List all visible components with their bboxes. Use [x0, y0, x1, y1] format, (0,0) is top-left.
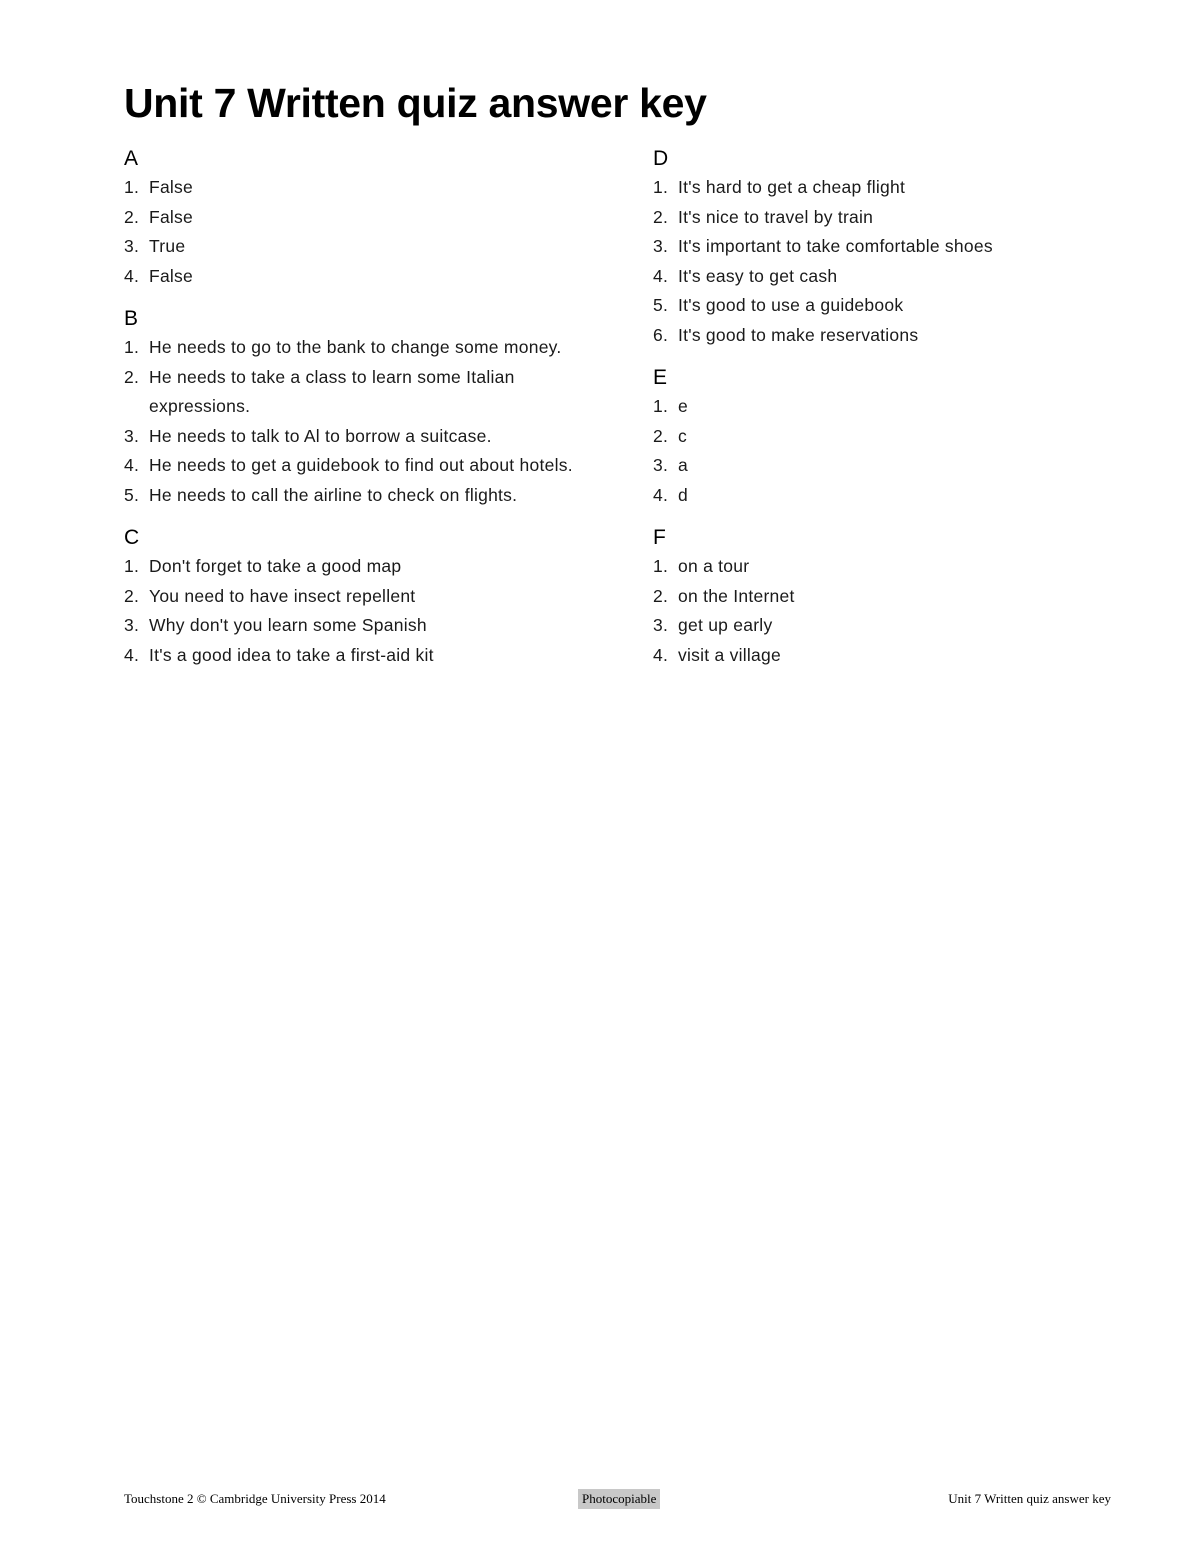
answer-text: He needs to go to the bank to change some money. — [149, 337, 562, 357]
answer-number: 2. — [653, 585, 669, 606]
answer-text: False — [149, 177, 194, 197]
answer-number: 4. — [124, 455, 140, 475]
answer-list — [653, 173, 1123, 350]
section-heading: F — [653, 526, 666, 549]
answer-list — [124, 552, 594, 670]
answer-item — [124, 481, 594, 511]
answer-number: 3. — [653, 236, 669, 256]
answer-item — [124, 203, 594, 233]
answer-item — [124, 333, 594, 363]
footer-photocopiable-label: Photocopiable — [578, 1489, 660, 1509]
section-heading: A — [124, 147, 139, 170]
answer-text: on a tour — [678, 556, 750, 576]
answer-text: It's good to use a guidebook — [678, 295, 904, 315]
answer-text: False — [149, 206, 194, 227]
answer-item — [653, 321, 1123, 351]
answer-number: 5. — [124, 484, 140, 505]
answer-item — [653, 451, 1123, 481]
answer-text: He needs to call the airline to check on flights. — [149, 484, 518, 505]
answer-number: 3. — [124, 615, 140, 635]
answer-number: 6. — [653, 324, 669, 345]
answer-item — [653, 232, 1123, 262]
answer-number: 1. — [124, 337, 140, 357]
answer-list — [124, 173, 594, 291]
answer-number: 4. — [124, 265, 140, 286]
answer-text: get up early — [678, 615, 773, 635]
answer-list — [653, 552, 1123, 670]
section-c — [124, 524, 594, 670]
footer-copyright: Touchstone 2 © Cambridge University Press 2014 — [124, 1491, 386, 1506]
answer-item — [124, 422, 594, 452]
answer-item — [653, 582, 1123, 612]
answer-item — [124, 641, 594, 671]
answer-text: c — [678, 425, 687, 446]
section-e — [653, 364, 1123, 510]
answer-list — [124, 333, 594, 510]
answer-number: 1. — [653, 396, 669, 416]
answer-item — [653, 392, 1123, 422]
answer-number: 4. — [124, 644, 140, 665]
right-column — [653, 145, 1123, 684]
answer-number: 1. — [653, 177, 669, 197]
footer-page-label: Unit 7 Written quiz answer key — [948, 1491, 1111, 1506]
answer-list — [653, 392, 1123, 510]
answer-text: You need to have insect repellent — [149, 585, 416, 606]
answer-text: on the Internet — [678, 585, 795, 606]
answer-text: It's nice to travel by train — [678, 206, 874, 227]
section-a — [124, 145, 594, 291]
answer-text: It's important to take comfortable shoes — [678, 236, 993, 256]
answer-number: 2. — [124, 366, 140, 387]
left-column — [124, 145, 594, 684]
answer-number: 1. — [124, 177, 140, 197]
answer-text: He needs to talk to Al to borrow a suitcase. — [149, 425, 492, 446]
answer-text: It's easy to get cash — [678, 265, 838, 286]
page-footer — [124, 1489, 1111, 1509]
answer-item — [653, 262, 1123, 292]
answer-text: visit a village — [678, 644, 781, 665]
answer-item — [653, 552, 1123, 582]
answer-number: 5. — [653, 295, 669, 315]
answer-item — [653, 173, 1123, 203]
answer-item — [124, 232, 594, 262]
answer-item — [653, 481, 1123, 511]
answer-number: 2. — [124, 206, 140, 227]
section-heading: E — [653, 366, 668, 389]
answer-text: It's hard to get a cheap flight — [678, 177, 906, 197]
answer-item — [124, 611, 594, 641]
answer-number: 3. — [653, 615, 669, 635]
answer-number: 2. — [653, 206, 669, 227]
answer-text: e — [678, 396, 688, 416]
answer-text: d — [678, 484, 688, 505]
answer-text: Why don't you learn some Spanish — [149, 615, 427, 635]
answer-number: 2. — [653, 425, 669, 446]
answer-text: He needs to take a class to learn some Italian expressions. — [149, 366, 515, 416]
answer-number: 3. — [653, 455, 669, 475]
section-heading: D — [653, 147, 669, 170]
answer-item — [124, 173, 594, 203]
answer-item — [653, 291, 1123, 321]
section-b — [124, 305, 594, 510]
answer-item — [653, 203, 1123, 233]
answer-number: 2. — [124, 585, 140, 606]
answer-number: 3. — [124, 425, 140, 446]
section-f — [653, 524, 1123, 670]
section-d — [653, 145, 1123, 350]
answer-text: True — [149, 236, 186, 256]
answer-number: 1. — [124, 556, 140, 576]
answer-text: a — [678, 455, 688, 475]
answer-item — [124, 451, 594, 481]
answer-item — [653, 611, 1123, 641]
answer-text: False — [149, 265, 194, 286]
answer-text: It's good to make reservations — [678, 324, 919, 345]
answer-number: 1. — [653, 556, 669, 576]
answer-item — [124, 582, 594, 612]
answer-item — [124, 262, 594, 292]
answer-number: 4. — [653, 484, 669, 505]
section-heading: C — [124, 526, 140, 549]
answer-item — [653, 422, 1123, 452]
answer-number: 3. — [124, 236, 140, 256]
page-title: Unit 7 Written quiz answer key — [124, 80, 707, 126]
answer-text: It's a good idea to take a first-aid kit — [149, 644, 434, 665]
answer-item — [124, 552, 594, 582]
answer-item — [124, 363, 594, 422]
section-heading: B — [124, 307, 139, 330]
answer-item — [653, 641, 1123, 671]
answer-number: 4. — [653, 265, 669, 286]
answer-text: He needs to get a guidebook to find out about hotels. — [149, 455, 573, 475]
answer-number: 4. — [653, 644, 669, 665]
answer-text: Don't forget to take a good map — [149, 556, 402, 576]
